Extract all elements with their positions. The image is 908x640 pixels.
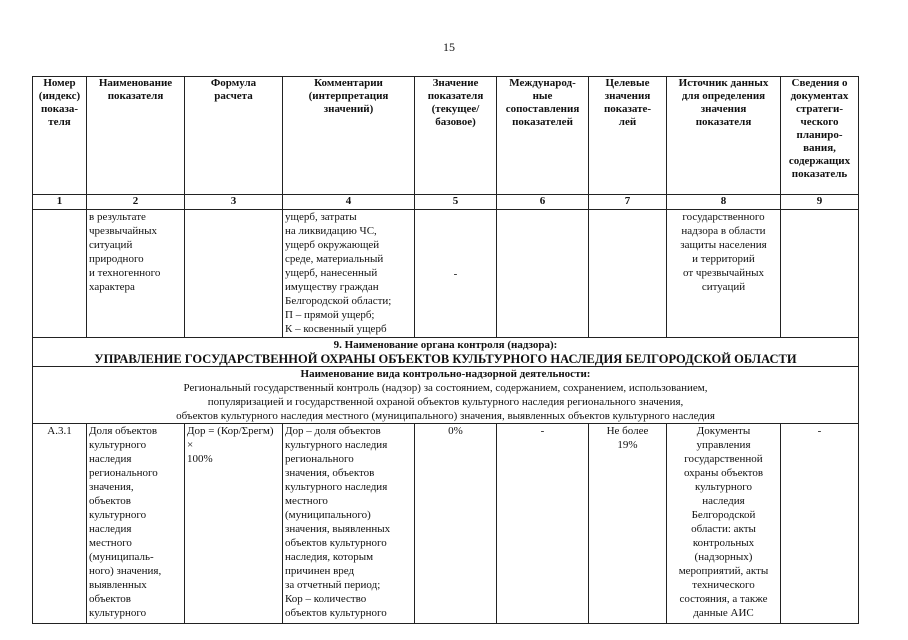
column-number: 1 [33,195,87,210]
column-number: 3 [185,195,283,210]
column-number: 8 [667,195,781,210]
table-header-row [33,77,859,195]
a31-target-cell: Не более 19% [589,424,667,624]
header-formula: Формула расчета [185,77,283,195]
cont-source-cell: государственного надзора в области защиты населения и территорий от чрезвычайных ситуаций [667,210,781,338]
cont-comment-cell: ущерб, затраты на ликвидацию ЧС, ущерб окружающей среде, материальный ущерб, нанесенный имуществу граждан Белгородской области; П – прямой ущерб; К – косвенный ущерб [283,210,415,338]
column-number: 9 [781,195,859,210]
cont-intl-cell [497,210,589,338]
cont-docs-cell [781,210,859,338]
continuation-row [33,210,859,338]
header-target: Целевые значения показате- лей [589,77,667,195]
cont-formula-cell [185,210,283,338]
header-source: Источник данных для определения значения показателя [667,77,781,195]
cont-name-cell: в результате чрезвычайных ситуаций природного и техногенного характера [87,210,185,338]
section-row [33,338,859,367]
header-value: Значение показателя (текущее/ базовое) [415,77,497,195]
header-international: Международ- ные сопоставления показателей [497,77,589,195]
page-number: 15 [443,40,455,54]
a31-source-cell: Документы управления государственной охраны объектов культурного наследия Белгородской области: акты контрольных (надзорных) мероприятий, акты технического состояния, а также данные АИС [667,424,781,624]
column-number: 7 [589,195,667,210]
control-type-line: популяризацией и государственной охраной объектов культурного наследия регионального значения, [207,396,684,408]
cont-index-cell [33,210,87,338]
a31-comment-cell: Дор – доля объектов культурного наследия регионального значения, объектов культурного наследия местного (муниципального) значения, выявленных объектов культурного наследия, которым причинен вред за отчетный период; Кор – количество объектов культурного [283,424,415,624]
header-index: Номер (индекс) показа- теля [33,77,87,195]
section-cell [33,338,859,367]
control-type-line: объектов культурного наследия местного (муниципального) значения, выявленных объектов культурного наследия [176,410,715,422]
indicator-row-a31 [33,424,859,624]
section-title: 9. Наименование органа контроля (надзора): [333,339,558,351]
column-number: 4 [283,195,415,210]
column-numbers-row [33,195,859,210]
control-type-line: Региональный государственный контроль (надзор) за состоянием, содержанием, сохранением, использованием, [183,382,708,394]
column-number: 6 [497,195,589,210]
a31-formula-cell: Дор = (Кор/Σрегм) × 100% [185,424,283,624]
column-number: 5 [415,195,497,210]
column-number: 2 [87,195,185,210]
indicators-table [32,76,859,624]
cont-target-cell [589,210,667,338]
header-name: Наименование показателя [87,77,185,195]
a31-docs-cell: - [781,424,859,624]
header-documents: Сведения о документах стратеги- ческого планиро- вания, содержащих показатель [781,77,859,195]
section-org: УПРАВЛЕНИЕ ГОСУДАРСТВЕННОЙ ОХРАНЫ ОБЪЕКТОВ КУЛЬТУРНОГО НАСЛЕДИЯ БЕЛГОРОДСКОЙ ОБЛАСТИ [94,352,797,366]
header-comments: Комментарии (интерпретация значений) [283,77,415,195]
a31-name-cell: Доля объектов культурного наследия регионального значения, объектов культурного наследия местного (муниципаль- ного) значения, выявленных объектов культурного [87,424,185,624]
a31-intl-cell: - [497,424,589,624]
control-type-row [33,367,859,424]
cont-value-cell: - [415,210,497,338]
control-type-cell [33,367,859,424]
control-type-title: Наименование вида контрольно-надзорной деятельности: [300,368,591,380]
a31-index-cell: А.3.1 [33,424,87,624]
a31-value-cell: 0% [415,424,497,624]
